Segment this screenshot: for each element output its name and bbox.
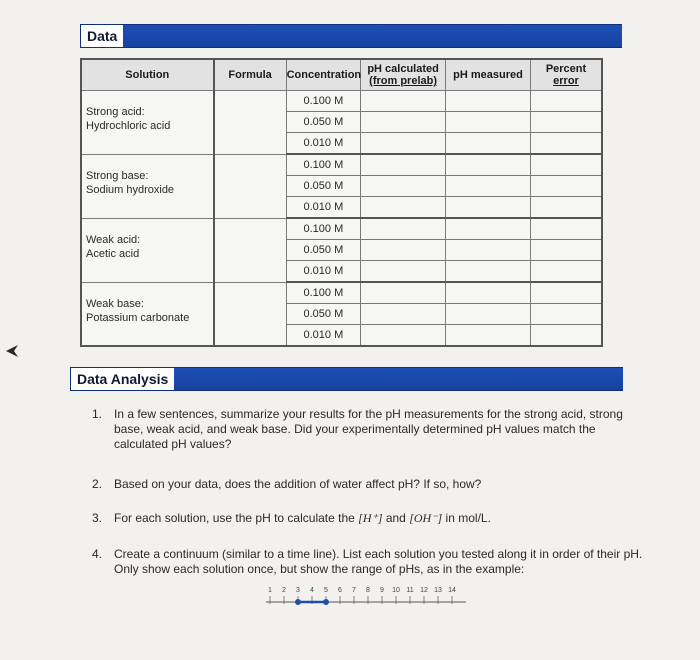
- scale-tick-label: 8: [366, 587, 370, 594]
- question-2: [92, 477, 644, 492]
- formula-cell[interactable]: [214, 91, 287, 155]
- scale-tick-label: 13: [434, 587, 442, 594]
- ph-measured-cell[interactable]: [446, 240, 531, 261]
- data-section-banner: [80, 24, 622, 48]
- ph-measured-cell[interactable]: [446, 325, 531, 347]
- ph-calculated-cell[interactable]: [361, 197, 446, 219]
- ph-measured-cell[interactable]: [446, 261, 531, 283]
- ph-measured-cell[interactable]: [446, 197, 531, 219]
- concentration-cell: 0.100 M: [286, 154, 361, 176]
- ph-measured-cell[interactable]: [446, 154, 531, 176]
- percent-error-cell[interactable]: [530, 91, 602, 112]
- ph-measured-cell[interactable]: [446, 91, 531, 112]
- header-ph-measured: pH measured: [446, 59, 531, 91]
- scale-tick-label: 12: [420, 587, 428, 594]
- concentration-cell: 0.100 M: [286, 282, 361, 304]
- solution-name-label: Acetic acid: [86, 247, 140, 260]
- solution-type-label: Strong base:: [86, 169, 149, 182]
- percent-error-cell[interactable]: [530, 154, 602, 176]
- question-text: Create a continuum (similar to a time line). List each solution you tested along it in order of their pH. Only show each solution once, but show the range of pHs, as in the example:: [114, 547, 643, 576]
- table-row: [81, 282, 602, 304]
- solution-name-label: Potassium carbonate: [86, 311, 190, 324]
- ph-calculated-cell[interactable]: [361, 240, 446, 261]
- concentration-cell: 0.010 M: [286, 261, 361, 283]
- scale-range-endpoint: [295, 599, 301, 605]
- question-text: In a few sentences, summarize your results for the pH measurements for the strong acid, strong base, weak acid, and weak base. Did your experimentally determined pH values match the calculated pH values?: [114, 407, 623, 451]
- oh-ion-term: [OH⁻]: [409, 511, 443, 525]
- question-3: [92, 511, 644, 526]
- ph-measured-cell[interactable]: [446, 304, 531, 325]
- table-header-row: [81, 59, 602, 91]
- scale-tick-label: 6: [338, 587, 342, 594]
- example-ph-scale: [262, 583, 472, 609]
- percent-error-cell[interactable]: [530, 218, 602, 240]
- concentration-cell: 0.050 M: [286, 304, 361, 325]
- percent-error-cell[interactable]: [530, 304, 602, 325]
- question-text-after: in mol/L.: [442, 511, 491, 525]
- concentration-cell: 0.010 M: [286, 197, 361, 219]
- table-row: [81, 218, 602, 240]
- header-percent-error: [530, 59, 602, 91]
- ph-measured-cell[interactable]: [446, 112, 531, 133]
- header-percent-error-line1: Percent: [545, 63, 587, 75]
- concentration-cell: 0.050 M: [286, 112, 361, 133]
- question-4: [92, 547, 644, 577]
- scale-tick-label: 1: [268, 587, 272, 594]
- solution-cell-weak-base: [81, 282, 214, 346]
- question-number: 3.: [92, 511, 103, 525]
- ph-calculated-cell[interactable]: [361, 304, 446, 325]
- ph-measured-cell[interactable]: [446, 133, 531, 155]
- solution-cell-weak-acid: [81, 218, 214, 282]
- solution-type-label: Weak acid:: [86, 233, 141, 246]
- solution-name-label: Sodium hydroxide: [86, 183, 175, 196]
- data-analysis-title: Data Analysis: [70, 367, 174, 391]
- ph-calculated-cell[interactable]: [361, 133, 446, 155]
- ph-measured-cell[interactable]: [446, 176, 531, 197]
- scale-tick-label: 7: [352, 587, 356, 594]
- ph-calculated-cell[interactable]: [361, 176, 446, 197]
- scale-tick-label: 10: [392, 587, 400, 594]
- h-ion-term: [H⁺]: [358, 511, 383, 525]
- solution-type-label: Weak base:: [86, 297, 144, 310]
- scale-tick-label: 11: [406, 587, 414, 594]
- header-concentration: Concentration: [286, 59, 361, 91]
- scale-tick-label: 2: [282, 587, 286, 594]
- ph-calculated-cell[interactable]: [361, 218, 446, 240]
- table-row: [81, 154, 602, 176]
- mouse-pointer-icon: [4, 343, 20, 359]
- data-analysis-banner: [70, 367, 623, 391]
- scale-tick-label: 3: [296, 587, 300, 594]
- formula-cell[interactable]: [214, 282, 287, 346]
- percent-error-cell[interactable]: [530, 325, 602, 347]
- concentration-cell: 0.010 M: [286, 325, 361, 347]
- scale-tick-label: 14: [448, 587, 456, 594]
- formula-cell[interactable]: [214, 154, 287, 218]
- ph-calculated-cell[interactable]: [361, 282, 446, 304]
- concentration-cell: 0.010 M: [286, 133, 361, 155]
- solution-cell-strong-acid: [81, 91, 214, 155]
- percent-error-cell[interactable]: [530, 133, 602, 155]
- header-ph-calculated-line2: (from prelab): [369, 75, 438, 87]
- question-number: 4.: [92, 547, 103, 561]
- header-ph-calculated: [361, 59, 446, 91]
- question-text: Based on your data, does the addition of water affect pH? If so, how?: [114, 477, 482, 491]
- concentration-cell: 0.050 M: [286, 240, 361, 261]
- data-section-title: Data: [80, 24, 123, 48]
- question-text-before: For each solution, use the pH to calculate the: [114, 511, 359, 525]
- percent-error-cell[interactable]: [530, 176, 602, 197]
- concentration-cell: 0.100 M: [286, 91, 361, 112]
- formula-cell[interactable]: [214, 218, 287, 282]
- scale-tick-label: 4: [310, 587, 314, 594]
- solution-name-label: Hydrochloric acid: [86, 120, 171, 132]
- percent-error-cell[interactable]: [530, 240, 602, 261]
- concentration-cell: 0.100 M: [286, 218, 361, 240]
- ph-measured-cell[interactable]: [446, 282, 531, 304]
- table-row: [81, 91, 602, 112]
- ph-calculated-cell[interactable]: [361, 154, 446, 176]
- header-solution: Solution: [81, 59, 214, 91]
- ph-calculated-cell[interactable]: [361, 91, 446, 112]
- solution-type-label: Strong acid:: [86, 106, 145, 118]
- data-table: [80, 58, 603, 347]
- scale-range-endpoint: [323, 599, 329, 605]
- percent-error-cell[interactable]: [530, 197, 602, 219]
- question-text-middle: and: [382, 511, 410, 525]
- header-formula: Formula: [214, 59, 287, 91]
- percent-error-cell[interactable]: [530, 282, 602, 304]
- header-percent-error-line2: error: [553, 75, 579, 87]
- concentration-cell: 0.050 M: [286, 176, 361, 197]
- ph-measured-cell[interactable]: [446, 218, 531, 240]
- ph-calculated-cell[interactable]: [361, 261, 446, 283]
- solution-cell-strong-base: [81, 154, 214, 218]
- ph-calculated-cell[interactable]: [361, 325, 446, 347]
- question-number: 2.: [92, 477, 103, 491]
- question-number: 1.: [92, 407, 103, 421]
- percent-error-cell[interactable]: [530, 261, 602, 283]
- percent-error-cell[interactable]: [530, 112, 602, 133]
- scale-tick-label: 9: [380, 587, 384, 594]
- question-1: [92, 407, 644, 452]
- scale-tick-label: 5: [324, 587, 328, 594]
- ph-calculated-cell[interactable]: [361, 112, 446, 133]
- header-ph-calculated-line1: pH calculated: [367, 63, 439, 75]
